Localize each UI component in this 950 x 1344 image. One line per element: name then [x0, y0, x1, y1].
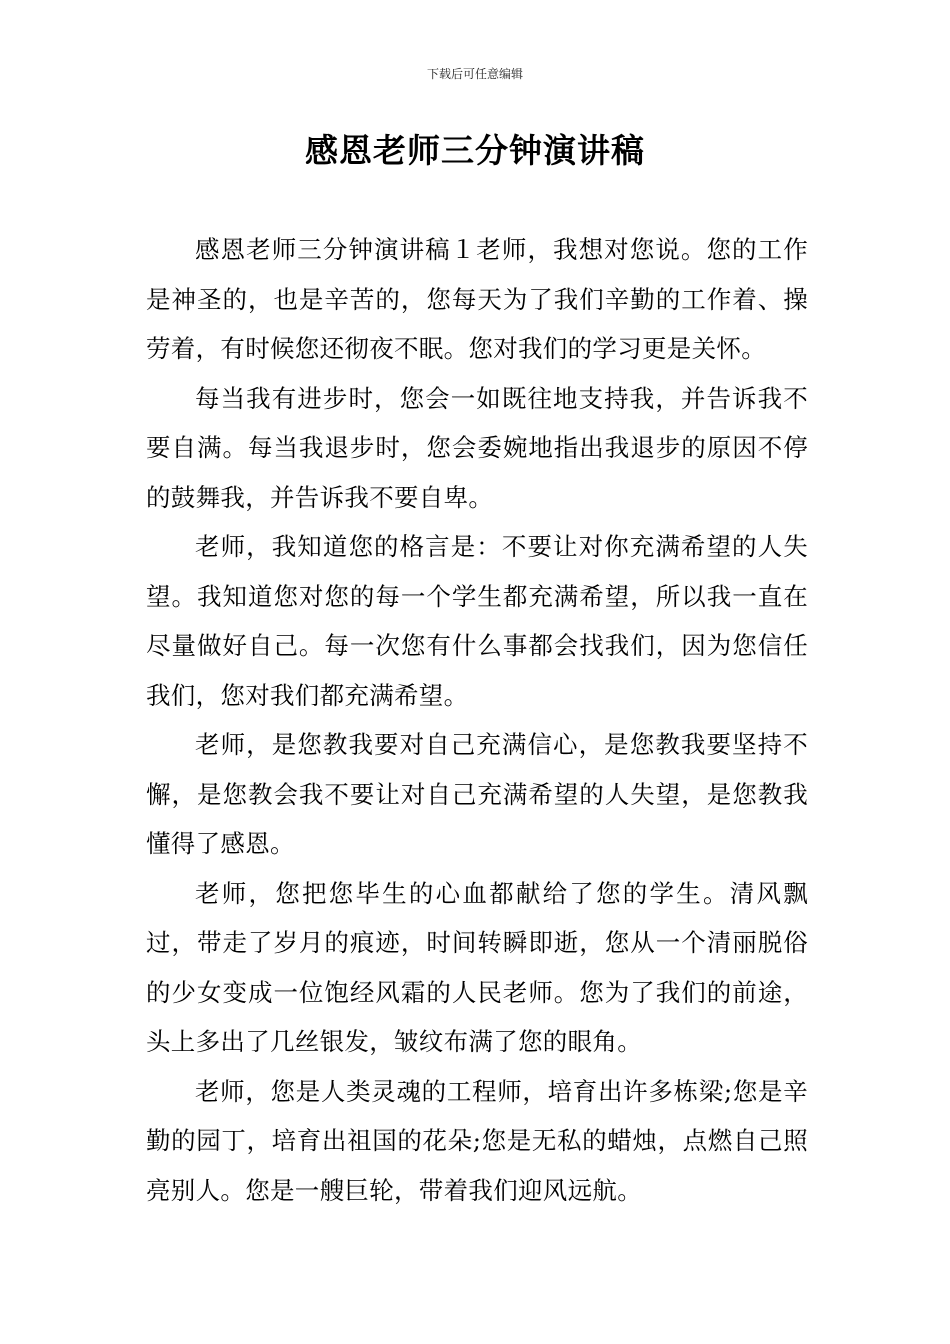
paragraph-5: 老师，您把您毕生的心血都献给了您的学生。清风飘过，带走了岁月的痕迹，时间转瞬即逝，您从一个清丽脱俗的少女变成一位饱经风霜的人民老师。您为了我们的前途，头上多出了几丝银发，皱纹布满了您的眼角。	[146, 878, 808, 1056]
document-body	[146, 225, 808, 1215]
paragraph-3: 老师，我知道您的格言是：不要让对你充满希望的人失望。我知道您对您的每一个学生都充满希望，所以我一直在尽量做好自己。每一次您有什么事都会找我们，因为您信任我们，您对我们都充满希望。	[146, 532, 808, 710]
document-title: 感恩老师三分钟演讲稿	[305, 131, 645, 170]
paragraph-2: 每当我有进步时，您会一如既往地支持我，并告诉我不要自满。每当我退步时，您会委婉地指出我退步的原因不停的鼓舞我，并告诉我不要自卑。	[146, 383, 808, 512]
paragraph-4: 老师，是您教我要对自己充满信心，是您教我要坚持不懈，是您教会我不要让对自己充满希望的人失望，是您教我懂得了感恩。	[146, 730, 808, 858]
paragraph-1: 感恩老师三分钟演讲稿１老师，我想对您说。您的工作是神圣的，也是辛苦的，您每天为了我们辛勤的工作着、操劳着，有时候您还彻夜不眠。您对我们的学习更是关怀。	[146, 235, 808, 363]
paragraph-6: 老师，您是人类灵魂的工程师，培育出许多栋梁;您是辛勤的园丁，培育出祖国的花朵;您是无私的蜡烛，点燃自己照亮别人。您是一艘巨轮，带着我们迎风远航。	[146, 1076, 808, 1205]
header-note: 下载后可任意编辑	[426, 67, 523, 81]
